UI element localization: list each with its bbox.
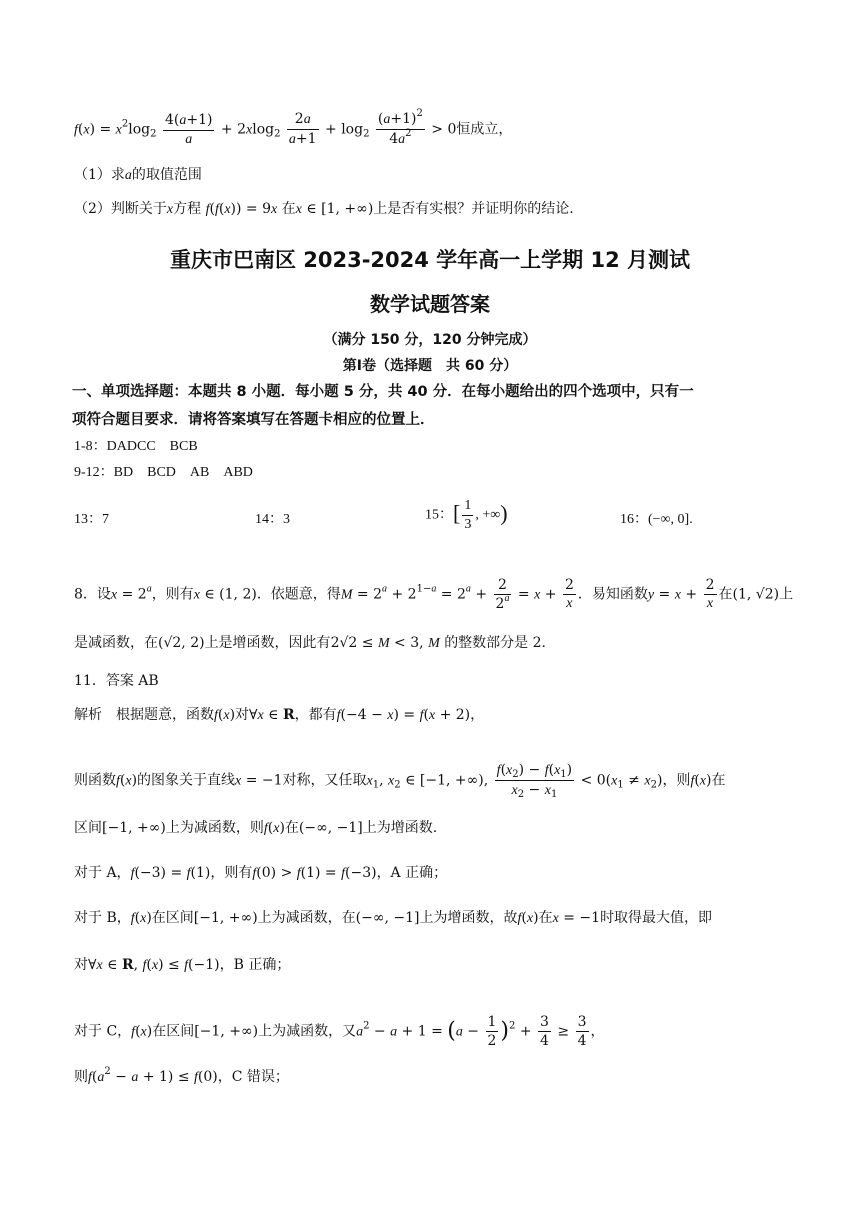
- inequality-line: $f(x) = x^2\log_2$ $\frac{4(a+1)}{a}$ + 2xlog$_2$ $\frac{2a}{a+1}$ + $\log_2$ $\frac{(a+1)^2}{4a^2}$ > 0恒成立，: [74, 108, 513, 147]
- inequality-tail: 恒成立，: [456, 121, 513, 138]
- question-2: （2）判断关于x方程 f(f(x)) = 9x 在x ∈ [1, +∞)上是否有实根？并证明你的结论.: [74, 201, 574, 217]
- q11-option-c: 对于 C，f(x)在区间[−1, +∞)上为减函数，又$a^2 - a + 1 = (a$ − $\frac{1}{2}$ )$^2$ + $\frac{3}{4}$ ≥ $\frac{3}{4}$ ，: [74, 1014, 605, 1049]
- answer-13: 13：7: [74, 512, 109, 527]
- q8-line1: 8．设$x = 2^a$，则有x ∈ (1, 2)．依题意，得$M = 2^a + 2^{1-a} = 2^a$ + $\frac{2}{2^a}$ = x + $\frac{2}{x}$ ．易知函数y = x + $\frac{2}{x}$ 在(1, √2)上: [74, 577, 794, 612]
- answer-16: 16：(−∞, 0].: [620, 512, 693, 527]
- answer-15: 15：[ $\frac{1}{3}$ , +∞): [425, 498, 508, 532]
- answers-9-12: 9-12：BD BCD AB ABD: [74, 465, 253, 480]
- q11-option-a: 对于 A，f(−3) = f(1)，则有f(0) > f(1) = f(−3)，A 正确；: [74, 865, 448, 881]
- answer-14: 14：3: [255, 512, 290, 527]
- question-1: （1）求a的取值范围: [74, 167, 202, 183]
- q11-heading: 11．答案 AB: [74, 673, 159, 689]
- q8-line2: 是减函数，在(√2, 2)上是增函数，因此有2√2 ≤ M < 3, M 的整数部分是 2.: [74, 635, 546, 651]
- q11-analysis-3: 区间[−1, +∞)上为减函数，则f(x)在(−∞, −1]上为增函数.: [74, 820, 438, 836]
- document-subtitle: 数学试题答案: [370, 292, 490, 316]
- q11-option-c-2: 则$f(a^2 - a + 1) \le f(0)$，C 错误；: [74, 1066, 289, 1085]
- part-title: 第Ⅰ卷（选择题 共 60 分）: [342, 358, 518, 374]
- q11-analysis-1: 解析 根据题意，函数f(x)对∀x ∈ R，都有f(−4 − x) = f(x + 2)，: [74, 707, 485, 723]
- score-note: （满分 150 分，120 分钟完成）: [323, 332, 537, 348]
- section1-line2: 项符合题目要求．请将答案填写在答题卡相应的位置上．: [72, 412, 435, 428]
- document-title: 重庆市巴南区 2023-2024 学年高一上学期 12 月测试: [169, 248, 691, 272]
- q11-analysis-2: 则函数f(x)的图象关于直线x = −1对称，又任取$x_1$, $x_2$ ∈ [−1, +∞), $\frac{f(x_2) - f(x_1)}{x_2 - x_1}$ < $0(x_1 \ne x_2)$，则f(x)在: [74, 762, 726, 800]
- section1-line1: 一、单项选择题：本题共 8 小题．每小题 5 分，共 40 分．在每小题给出的四个选项中，只有一: [72, 384, 694, 400]
- answers-1-8: 1-8：DADCC BCB: [74, 439, 198, 454]
- q11-option-b-2: 对∀x ∈ R, f(x) ≤ f(−1)，B 正确；: [74, 957, 291, 973]
- q11-option-b: 对于 B，f(x)在区间[−1, +∞)上为减函数，在(−∞, −1]上为增函数，故f(x)在x = −1时取得最大值，即: [74, 910, 713, 926]
